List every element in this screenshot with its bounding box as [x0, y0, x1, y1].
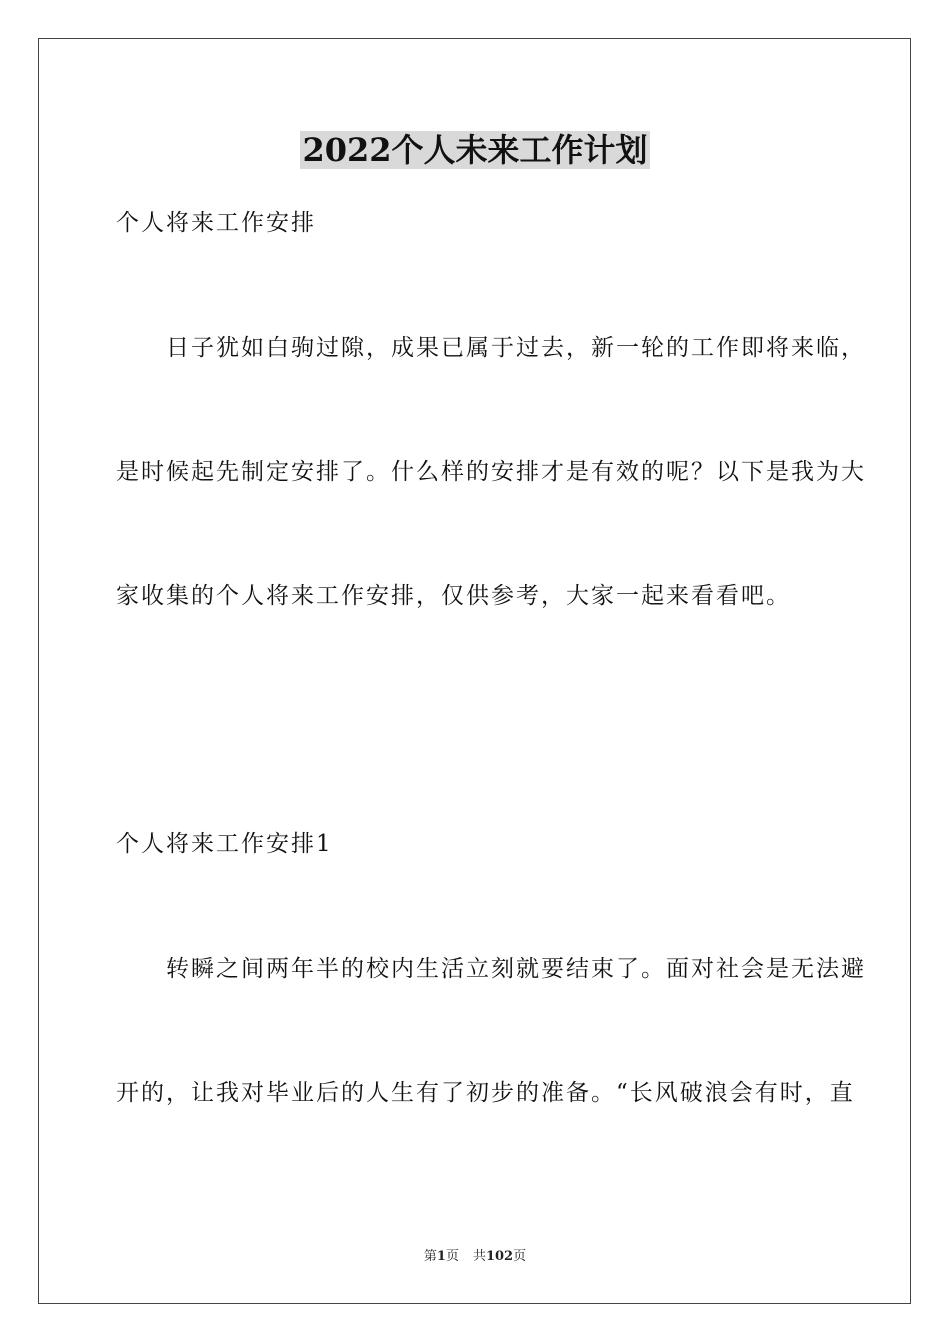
- total-pages: 102: [485, 1249, 514, 1264]
- document-title-text: 2022个人未来工作计划: [302, 131, 648, 169]
- page-prefix: 第: [423, 1249, 437, 1264]
- page-footer: [0, 1248, 950, 1266]
- page-number: 1: [436, 1249, 446, 1264]
- section-heading: 个人将来工作安排: [116, 210, 316, 236]
- document-title: [0, 128, 950, 172]
- page-suffix: 页: [445, 1249, 459, 1264]
- total-prefix: 共: [472, 1249, 486, 1264]
- paragraph-line: 转瞬之间两年半的校内生活立刻就要结束了。面对社会是无法避: [166, 956, 866, 982]
- paragraph-line: 是时候起先制定安排了。什么样的安排才是有效的呢？以下是我为大: [116, 459, 866, 485]
- paragraph-line: 日子犹如白驹过隙，成果已属于过去，新一轮的工作即将来临，: [166, 335, 866, 361]
- section-heading: 个人将来工作安排1: [116, 831, 333, 857]
- paragraph-line: 家收集的个人将来工作安排，仅供参考，大家一起来看看吧。: [116, 583, 791, 609]
- paragraph-line: 开的，让我对毕业后的人生有了初步的准备。“长风破浪会有时，直: [116, 1080, 855, 1106]
- total-suffix: 页: [513, 1249, 527, 1264]
